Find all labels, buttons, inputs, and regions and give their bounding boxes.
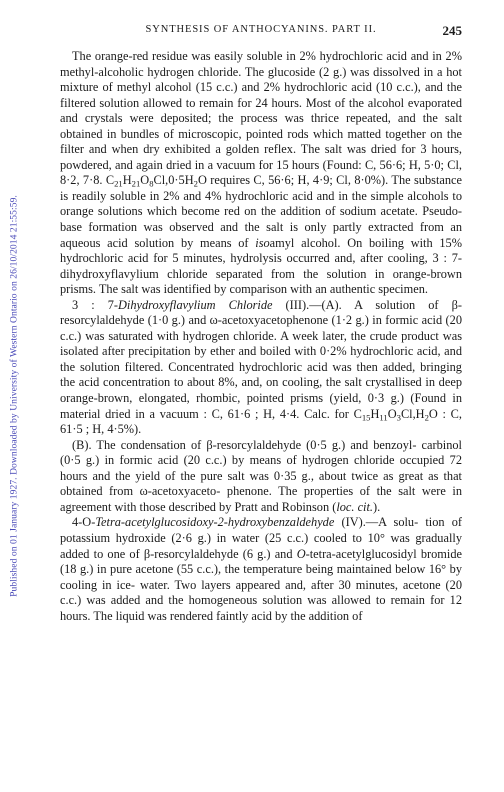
text-line: were deposited; the process was thrice repeated, and the salt	[129, 111, 462, 126]
text-line: cooling, 3 : 7-dihydroxyflavylium chloride separated from the	[60, 251, 462, 281]
section-heading: 3 : 7-Dihydroxyflavylium Chloride (III).—(A). A solution of	[72, 297, 439, 312]
text-line: carbinol (0·5 g.) in formic acid (20 c.c.) by means of hydrogen	[60, 437, 462, 468]
section-heading: 4-O-Tetra-acetylglucosidoxy-2-hydroxybenzaldehyde (IV).—A solu-	[72, 515, 419, 530]
text-line: in the simple alcohols to orange solutions which become red on	[60, 188, 462, 219]
text-line: substance is readily soluble in 2% and 4% hydrochloric acid and	[60, 173, 462, 203]
text-line: The salt was dried for 3 hours, powdered, and again dried in a	[60, 142, 462, 172]
formula-line: $C_{21}H_{21}O_8Cl,0\cdot 5H_2O$ requires C, 56·6; H, 4·9; Cl, 8·0%). The	[105, 173, 411, 189]
text-line: and 2% hydrochloric acid (10 c.c.), and the filtered solution allowed	[60, 80, 462, 110]
text-line: was added and the homogeneous solution was allowed to remain for	[86, 593, 445, 608]
text-line: prisms (yield, 0·3 g.) (Found in material dried in a vacuum : C, 61·6 ;	[60, 391, 462, 421]
text-line: was gradually added to one of β-resorcylaldehyde (6 g.) and	[60, 530, 462, 561]
text-line: filtered. Concentrated hydrochloric acid was then added, bringing	[124, 359, 462, 374]
article-body	[60, 49, 462, 624]
paragraph-benzoylcarbinol-condensation	[60, 438, 462, 516]
paragraph-dihydroxyflavylium-chloride	[60, 298, 462, 438]
text-line: and in 2% methyl-alcoholic hydrogen chloride. The glucoside	[60, 49, 462, 79]
text-line: β-resorcylaldehyde (1·0 g.) and ω-acetoxyacetophenone (1·2 g.) in	[60, 297, 462, 328]
text-line: crystallised in deep orange-brown, elongated, rhombic, pointed	[60, 375, 462, 406]
page-number: 245	[442, 23, 462, 38]
text-line: water. Two layers appeared and, after 30 minutes, acetone (20 c.c.)	[60, 577, 462, 608]
text-line: hydrochloric acid for 5 minutes, hydrolysis occurred and, after	[60, 251, 383, 266]
running-head	[60, 24, 462, 40]
text-line: obtained in bundles of microscopic, pointed rods which matted	[60, 126, 382, 141]
formula-line: H, 4·4. Calc. for $C_{15}H_{11}O_3Cl,H_2O$ : C, 61·5 ; H, 4·5%).	[60, 406, 462, 437]
text-line: week later, the crude product was isolated after precipitation by	[60, 328, 462, 359]
text-line: phenone. The properties of the salt were in agreement with those	[60, 484, 463, 514]
text-line: comparison with an authentic specimen.	[229, 282, 428, 297]
text-line: acid solution by means of isoamyl alcohol. On boiling with 15%	[107, 235, 462, 250]
text-line: The orange-red residue was easily soluble in 2% hydrochloric acid	[72, 49, 407, 63]
text-line: 12 hours. The liquid was rendered faintly acid by the addition of	[60, 593, 462, 623]
text-line: observed and the salt is only partly extracted from an aqueous	[60, 220, 462, 250]
text-line: described by Pratt and Robinson (loc. cit.).	[168, 499, 381, 514]
text-line: to remain for 24 hours. Most of the alcohol evaporated and crystals	[60, 95, 462, 126]
text-line: (B). The condensation of β-resorcylaldehyde (0·5 g.) and benzoyl-	[72, 437, 417, 452]
text-line: (2 g.) was dissolved in a hot mixture of methyl alcohol (15 c.c.)	[60, 64, 462, 95]
text-line: 0·35 g., about twice as great as that obtained from ω-acetoxyaceto-	[60, 468, 462, 499]
text-line: together on the filter and when dry exhibited a golden reflex.	[60, 126, 462, 157]
download-watermark	[0, 0, 28, 792]
text-line: tion of potassium hydroxide (2·6 g.) in water (25 c.c.) cooled to 10°	[60, 515, 462, 545]
text-line: formic acid (20 c.c.) was saturated with hydrogen chloride. A	[60, 313, 462, 343]
text-line: O-tetra-acetylglucosidyl bromide (18 g.) in pure acetone (55 c.c.),	[60, 546, 462, 577]
text-line: the acid concentration to about 8%, and, on cooling, the salt	[60, 375, 362, 390]
paragraph-tetra-acetylglucosidoxy	[60, 515, 462, 624]
download-watermark-text: Published on 01 January 1927. Downloaded by University of Western Ontario on 26/10/2014 21:55:59.	[8, 195, 20, 597]
text-line: the temperature being maintained below 16° by cooling in ice-	[60, 562, 463, 592]
text-line: vacuum for 15 hours (Found: C, 56·6; H, 5·0; Cl, 8·2, 7·8.	[60, 157, 462, 188]
text-line: solution in orange-brown prisms. The salt was identified by	[60, 266, 462, 297]
text-line: chloride occupied 72 hours and the yield of the pure salt was	[60, 453, 462, 483]
text-line: the addition of sodium acetate. Pseudo-base formation was	[60, 204, 462, 235]
running-head-title: SYNTHESIS OF ANTHOCYANINS. PART II.	[145, 24, 377, 35]
paragraph-glucoside-properties	[60, 49, 462, 298]
text-line: ether and boiled with 0·2% hydrochloric acid, and the solution	[60, 344, 462, 374]
